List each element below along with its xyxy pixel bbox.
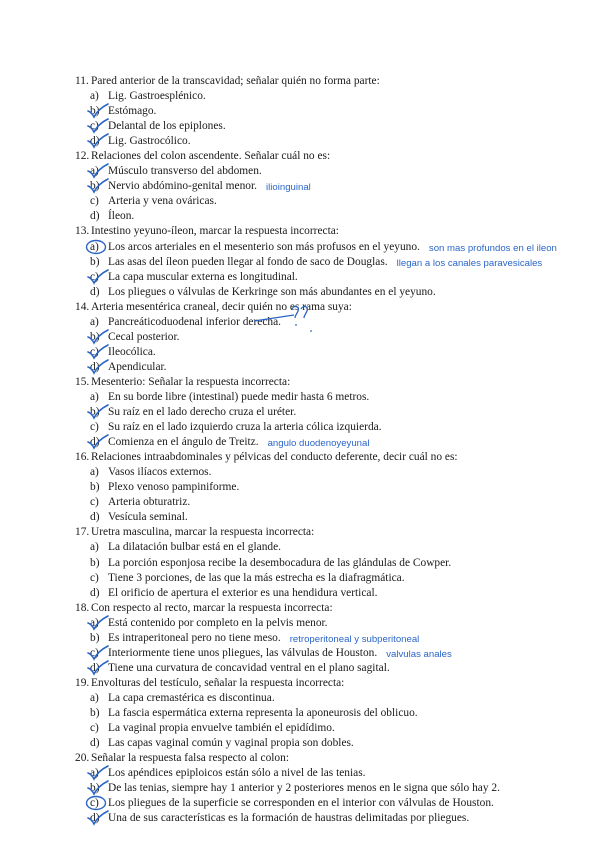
option-text: Vasos ilíacos externos.: [108, 466, 212, 479]
option-letter-text: a): [90, 165, 99, 178]
answer-option: [75, 360, 590, 375]
option-text: La fascia espermática externa representa la aponeurosis del oblicuo.: [108, 706, 418, 719]
question-block: [75, 375, 590, 450]
option-letter-text: c): [90, 345, 99, 358]
answer-option: [75, 556, 590, 571]
option-letter: [75, 811, 108, 826]
option-text: Los apéndices epiploicos están sólo a nivel de las tenias.: [108, 767, 366, 780]
option-letter: [75, 661, 108, 676]
question-number: 13.: [75, 225, 90, 238]
option-letter: [75, 270, 108, 285]
option-letter-text: a): [90, 466, 99, 479]
option-letter: [75, 285, 108, 300]
answer-option: [75, 330, 590, 345]
question-stem: [75, 300, 590, 315]
option-letter-text: b): [90, 105, 100, 118]
answer-option: [75, 586, 590, 601]
option-letter-text: b): [90, 180, 100, 193]
option-letter: [75, 420, 108, 435]
question-stem: [75, 525, 590, 540]
question-block: [75, 751, 590, 826]
question-number: 14.: [75, 300, 90, 313]
option-letter: [75, 315, 108, 330]
question-block: [75, 224, 590, 299]
option-letter-text: a): [90, 691, 99, 704]
option-text: Los arcos arteriales en el mesenterio son más profusos en el yeyuno.: [108, 240, 420, 253]
handwritten-note: ilioinguinal: [266, 182, 311, 194]
question-number: 11.: [75, 75, 89, 87]
question-stem: [75, 74, 590, 89]
question-block: [75, 149, 590, 224]
answer-option: [75, 119, 590, 134]
option-letter-text: c): [90, 646, 99, 659]
option-text: Los pliegues o válvulas de Kerkringe son más abundantes en el yeyuno.: [108, 285, 436, 298]
option-letter: [75, 540, 108, 555]
option-letter-text: c): [90, 421, 99, 434]
answer-option: [75, 781, 590, 796]
option-letter: [75, 209, 108, 224]
option-letter-text: d): [90, 812, 100, 825]
question-text: Con respecto al recto, marcar la respuesta incorrecta:: [91, 601, 333, 614]
option-letter-text: b): [90, 556, 100, 569]
option-text: Lig. Gastrocólico.: [108, 135, 191, 148]
option-letter: [75, 465, 108, 480]
option-text: El orificio de apertura el exterior es una hendidura vertical.: [108, 586, 378, 599]
option-letter: [75, 586, 108, 601]
option-letter-text: b): [90, 481, 100, 494]
question-text: Relaciones del colon ascendente. Señalar cuál no es:: [91, 150, 331, 163]
option-letter-text: d): [90, 135, 100, 148]
question-text: Arteria mesentérica craneal, decir quién no es rama suya:: [91, 300, 352, 313]
answer-option: [75, 721, 590, 736]
question-text: Relaciones intraabdominales y pélvicas del conducto deferente, decir cuál no es:: [91, 451, 458, 464]
option-letter-text: a): [90, 541, 99, 554]
option-text: Su raíz en el lado izquierdo cruza la arteria cólica izquierda.: [108, 421, 382, 434]
option-letter-text: c): [90, 496, 99, 509]
option-letter: [75, 646, 108, 661]
option-letter: [75, 360, 108, 375]
question-number: 19.: [75, 676, 90, 689]
answer-option: [75, 796, 590, 811]
answer-option: [75, 465, 590, 480]
option-letter: [75, 435, 108, 450]
option-letter: [75, 345, 108, 360]
option-letter: [75, 796, 108, 811]
option-letter: [75, 766, 108, 781]
question-number: 16.: [75, 451, 90, 464]
option-text: Arteria obturatriz.: [108, 496, 191, 509]
handwritten-note: llegan a los canales paravesicales: [396, 257, 543, 269]
question-block: [75, 74, 590, 149]
option-text: Las capas vaginal común y vaginal propia son dobles.: [108, 737, 354, 750]
answer-option: [75, 510, 590, 525]
option-text: Nervio abdómino-genital menor.: [108, 180, 257, 193]
option-text: Delantal de los epiplones.: [108, 120, 226, 133]
option-text: Los pliegues de la superficie se corresponden en el interior con válvulas de Houston.: [108, 797, 494, 810]
option-letter-text: c): [90, 270, 99, 283]
option-text: Estómago.: [108, 105, 157, 118]
answer-option: [75, 495, 590, 510]
option-text: Tiene 3 porciones, de las que la más estrecha es la diafragmática.: [108, 571, 405, 584]
answer-option: [75, 345, 590, 360]
option-letter-text: c): [90, 797, 99, 810]
option-letter: [75, 721, 108, 736]
question-text: Envolturas del testículo, señalar la respuesta incorrecta:: [91, 676, 345, 689]
option-text: Está contenido por completo en la pelvis menor.: [108, 616, 328, 629]
option-text: Apendicular.: [108, 360, 167, 373]
option-letter-text: b): [90, 255, 100, 268]
answer-option: [75, 646, 590, 661]
option-letter-text: a): [90, 767, 99, 780]
option-letter-text: c): [90, 571, 99, 584]
question-stem: [75, 450, 590, 465]
option-letter: [75, 495, 108, 510]
question-text: Mesenterio: Señalar la respuesta incorrecta:: [91, 375, 291, 388]
answer-option: [75, 89, 590, 104]
option-letter: [75, 616, 108, 631]
answer-option: [75, 104, 590, 119]
answer-option: [75, 480, 590, 495]
answer-option: [75, 766, 590, 781]
option-text: Cecal posterior.: [108, 330, 180, 343]
option-letter: [75, 119, 108, 134]
question-block: [75, 676, 590, 751]
option-text: Músculo transverso del abdomen.: [108, 165, 262, 178]
option-letter: [75, 736, 108, 751]
answer-option: [75, 616, 590, 631]
option-text: La porción esponjosa recibe la desembocadura de las glándulas de Cowper.: [108, 556, 452, 569]
answer-option: [75, 270, 590, 285]
answer-option: [75, 661, 590, 676]
answer-option: [75, 390, 590, 405]
option-letter: [75, 691, 108, 706]
answer-option: [75, 420, 590, 435]
option-letter-text: d): [90, 360, 100, 373]
option-letter: [75, 510, 108, 525]
option-letter-text: b): [90, 330, 100, 343]
option-text: Su raíz en el lado derecho cruza el uréter.: [108, 406, 297, 419]
question-number: 15.: [75, 375, 90, 388]
question-number: 20.: [75, 752, 90, 765]
option-text: Pancreáticoduodenal inferior derecha.: [108, 315, 281, 328]
answer-option: [75, 571, 590, 586]
question-block: [75, 525, 590, 600]
option-text: La capa muscular externa es longitudinal.: [108, 270, 298, 283]
handwritten-note: son mas profundos en el ileon: [428, 242, 557, 254]
option-text: Íleon.: [108, 210, 135, 223]
option-letter: [75, 405, 108, 420]
option-letter: [75, 89, 108, 104]
option-text: Interiormente tiene unos pliegues, las válvulas de Houston.: [108, 646, 378, 659]
question-stem: [75, 224, 590, 239]
question-number: 12.: [75, 150, 90, 163]
question-number: 17.: [75, 526, 90, 539]
option-text: Lig. Gastroesplénico.: [108, 90, 206, 103]
option-letter-text: a): [90, 315, 99, 328]
option-letter-text: d): [90, 210, 100, 223]
question-block: [75, 450, 590, 525]
option-text: Comienza en el ángulo de Treitz.: [108, 436, 259, 449]
option-letter: [75, 330, 108, 345]
option-letter: [75, 390, 108, 405]
option-letter: [75, 104, 108, 119]
option-letter-text: b): [90, 631, 100, 644]
option-letter: [75, 164, 108, 179]
answer-option: [75, 631, 590, 646]
question-stem: [75, 601, 590, 616]
option-letter-text: a): [90, 616, 99, 629]
question-stem: [75, 676, 590, 691]
option-text: De las tenias, siempre hay 1 anterior y 2 posteriores menos en le signa que sólo hay 2.: [108, 782, 500, 795]
question-block: [75, 601, 590, 676]
option-text: Las asas del íleon pueden llegar al fondo de saco de Douglas.: [108, 255, 388, 268]
answer-option: [75, 285, 590, 300]
question-text: Pared anterior de la transcavidad; señalar quién no forma parte:: [91, 75, 380, 87]
option-letter: [75, 556, 108, 571]
answer-option: [75, 706, 590, 721]
option-letter: [75, 255, 108, 270]
answer-option: [75, 240, 590, 255]
option-letter-text: b): [90, 406, 100, 419]
handwritten-note: valvulas anales: [386, 648, 452, 660]
option-letter-text: d): [90, 661, 100, 674]
handwritten-note: angulo duodenoyeyunal: [267, 438, 370, 450]
option-letter: [75, 179, 108, 194]
option-text: Ileocólica.: [108, 345, 156, 358]
option-letter-text: d): [90, 737, 100, 750]
option-letter: [75, 706, 108, 721]
question-number: 18.: [75, 601, 90, 614]
option-letter-text: d): [90, 586, 100, 599]
option-text: La capa cremastérica es discontinua.: [108, 691, 275, 704]
answer-option: [75, 736, 590, 751]
option-letter-text: c): [90, 195, 99, 208]
answer-option: [75, 691, 590, 706]
question-text: Intestino yeyuno-íleon, marcar la respuesta incorrecta:: [91, 225, 339, 238]
option-letter-text: a): [90, 90, 99, 103]
option-text: La vaginal propia envuelve también el epidídimo.: [108, 722, 335, 735]
option-text: Una de sus características es la formación de haustras delimitadas por pliegues.: [108, 812, 470, 825]
option-letter-text: a): [90, 390, 99, 403]
option-letter-text: c): [90, 120, 99, 133]
option-letter-text: d): [90, 285, 100, 298]
option-letter: [75, 480, 108, 495]
answer-option: [75, 540, 590, 555]
option-text: En su borde libre (intestinal) puede medir hasta 6 metros.: [108, 390, 370, 403]
answer-option: [75, 255, 590, 270]
option-text: Tiene una curvatura de concavidad ventral en el plano sagital.: [108, 661, 390, 674]
option-letter: [75, 240, 108, 255]
answer-option: [75, 405, 590, 420]
option-text: Arteria y vena ováricas.: [108, 195, 217, 208]
answer-option: [75, 164, 590, 179]
answer-option: [75, 435, 590, 450]
option-letter: [75, 631, 108, 646]
question-text: Señalar la respuesta falsa respecto al colon:: [91, 752, 289, 765]
question-text: Uretra masculina, marcar la respuesta incorrecta:: [91, 526, 315, 539]
option-text: La dilatación bulbar está en el glande.: [108, 541, 282, 554]
option-letter-text: a): [90, 240, 99, 253]
option-letter: [75, 194, 108, 209]
answer-option: [75, 134, 590, 149]
option-letter-text: c): [90, 722, 99, 735]
question-stem: [75, 375, 590, 390]
exam-document: [75, 74, 590, 826]
option-letter: [75, 781, 108, 796]
answer-option: [75, 315, 590, 330]
answer-option: [75, 194, 590, 209]
answer-option: [75, 209, 590, 224]
option-letter-text: d): [90, 511, 100, 524]
answer-option: [75, 179, 590, 194]
handwritten-note: retroperitoneal y subperitoneal: [289, 633, 420, 645]
option-text: Es intraperitoneal pero no tiene meso.: [108, 631, 281, 644]
option-letter: [75, 134, 108, 149]
option-letter-text: d): [90, 436, 100, 449]
option-letter: [75, 571, 108, 586]
question-stem: [75, 751, 590, 766]
option-text: Vesícula seminal.: [108, 511, 188, 524]
option-letter-text: b): [90, 706, 100, 719]
option-text: Plexo venoso pampiniforme.: [108, 481, 240, 494]
question-stem: [75, 149, 590, 164]
answer-option: [75, 811, 590, 826]
option-letter-text: b): [90, 782, 100, 795]
question-block: [75, 300, 590, 375]
